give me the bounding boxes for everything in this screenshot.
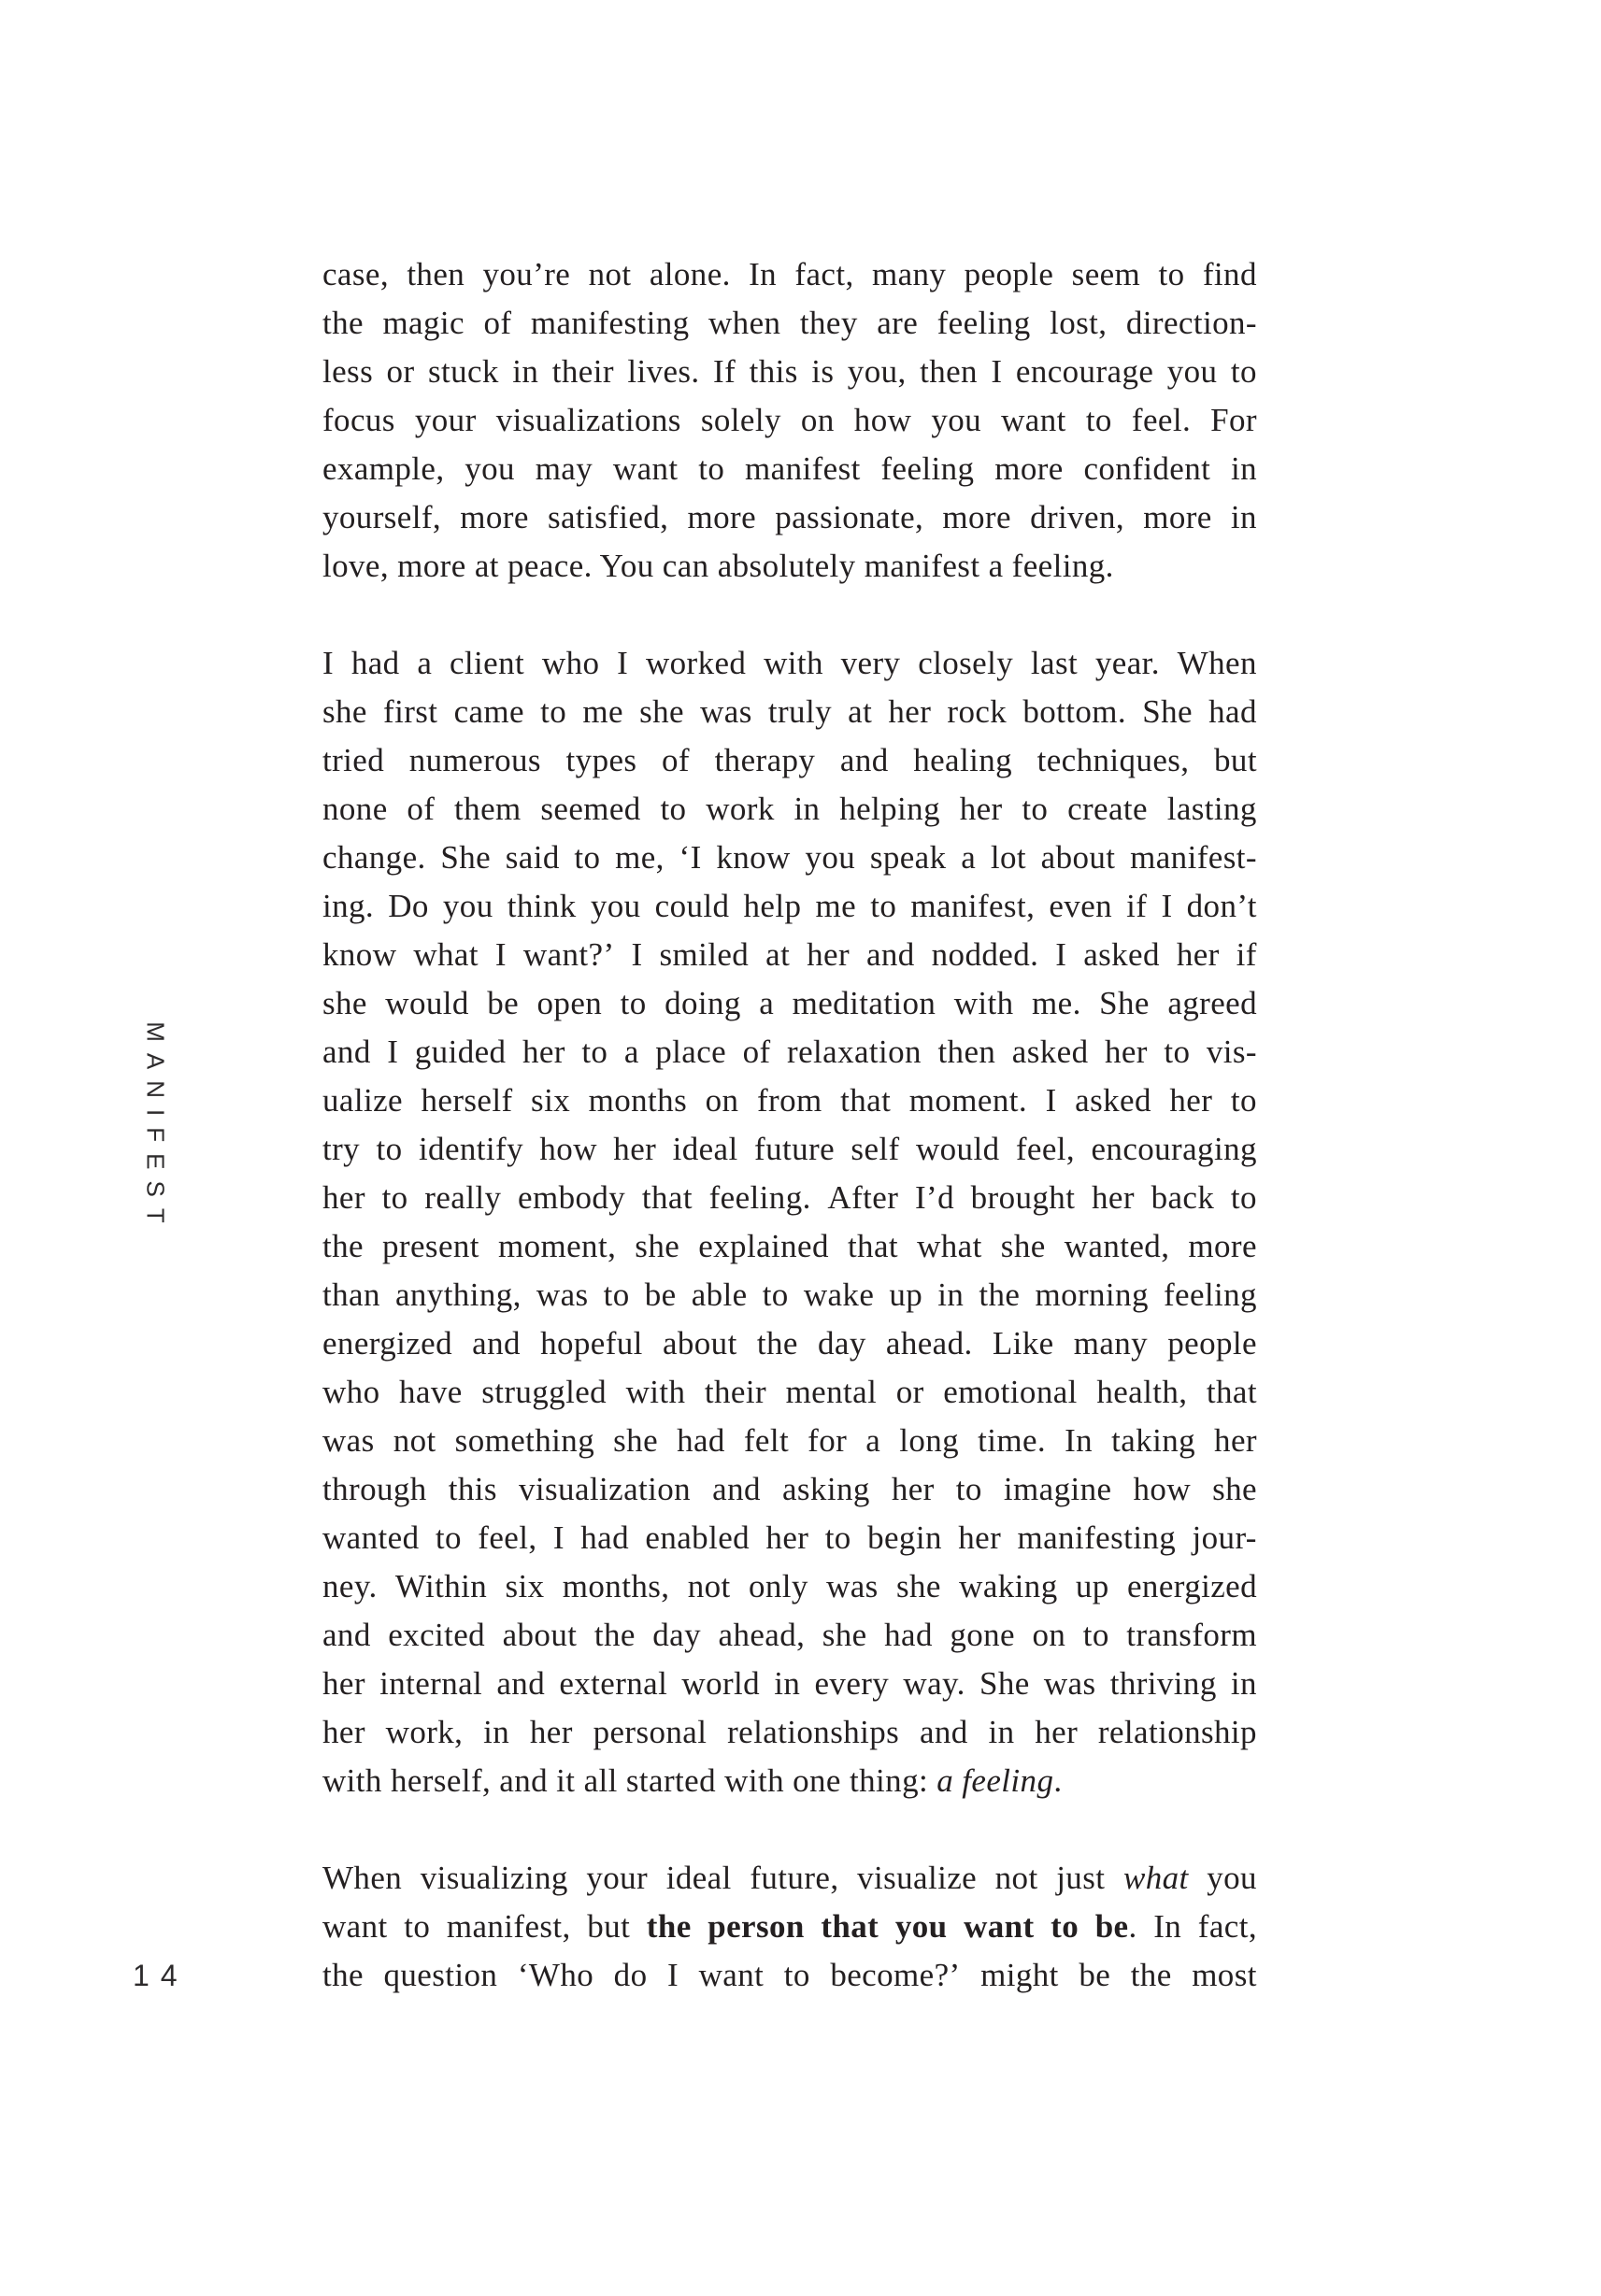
spine-title: MANIFEST xyxy=(141,1021,170,1234)
text-line: the present moment, she explained that what she wanted, more xyxy=(322,1228,1257,1264)
text-line: than anything, was to be able to wake up in the morning feeling xyxy=(322,1276,1257,1313)
text-line: ualize herself six months on from that moment. I asked her to xyxy=(322,1082,1257,1119)
text-line: the question ‘Who do I want to become?’ might be the most xyxy=(322,1957,1257,1993)
text-line: her work, in her personal relationships and in her relationship xyxy=(322,1714,1257,1750)
paragraph xyxy=(322,639,1257,1805)
text-line: love, more at peace. You can absolutely manifest a feeling. xyxy=(322,548,1114,584)
page-number: 14 xyxy=(133,1959,189,1992)
text-line: know what I want?’ I smiled at her and nodded. I asked her if xyxy=(322,936,1257,973)
text-line: the magic of manifesting when they are feeling lost, direction- xyxy=(322,305,1257,341)
text-line: who have struggled with their mental or emotional health, that xyxy=(322,1374,1257,1410)
text-line: through this visualization and asking her to imagine how she xyxy=(322,1471,1257,1507)
text-line: less or stuck in their lives. If this is you, then I encourage you to xyxy=(322,353,1257,390)
text-line: try to identify how her ideal future self would feel, encouraging xyxy=(322,1131,1257,1167)
text-line: ney. Within six months, not only was she waking up energized xyxy=(322,1568,1257,1604)
text-line: none of them seemed to work in helping her to create lasting xyxy=(322,791,1257,827)
text-line: I had a client who I worked with very closely last year. When xyxy=(322,645,1257,681)
text-line: energized and hopeful about the day ahead. Like many people xyxy=(322,1325,1257,1362)
text-line: case, then you’re not alone. In fact, many people seem to find xyxy=(322,256,1257,292)
text-line: When visualizing your ideal future, visualize not just what you xyxy=(322,1860,1257,1896)
text-line: wanted to feel, I had enabled her to begin her manifesting jour- xyxy=(322,1519,1257,1556)
text-line: and excited about the day ahead, she had gone on to transform xyxy=(322,1617,1257,1653)
text-line: she would be open to doing a meditation with me. She agreed xyxy=(322,985,1257,1021)
text-line: yourself, more satisfied, more passionate, more driven, more in xyxy=(322,499,1257,535)
text-line: her internal and external world in every way. She was thriving in xyxy=(322,1665,1257,1702)
text-line: and I guided her to a place of relaxation then asked her to vis- xyxy=(322,1034,1257,1070)
text-line: was not something she had felt for a long time. In taking her xyxy=(322,1422,1257,1459)
text-line: she first came to me she was truly at her rock bottom. She had xyxy=(322,693,1257,730)
text-block xyxy=(322,250,1257,2000)
text-line: her to really embody that feeling. After I’d brought her back to xyxy=(322,1179,1257,1216)
paragraph xyxy=(322,250,1257,591)
text-line: focus your visualizations solely on how you want to feel. For xyxy=(322,402,1257,438)
paragraph xyxy=(322,1854,1257,2000)
text-line: ing. Do you think you could help me to manifest, even if I don’t xyxy=(322,888,1257,924)
text-line: want to manifest, but the person that you want to be. In fact, xyxy=(322,1908,1257,1945)
text-line: change. She said to me, ‘I know you speak a lot about manifest- xyxy=(322,839,1257,876)
text-line: with herself, and it all started with one thing: a feeling. xyxy=(322,1762,1063,1799)
text-line: tried numerous types of therapy and healing techniques, but xyxy=(322,742,1257,778)
text-line: example, you may want to manifest feeling more confident in xyxy=(322,450,1257,487)
